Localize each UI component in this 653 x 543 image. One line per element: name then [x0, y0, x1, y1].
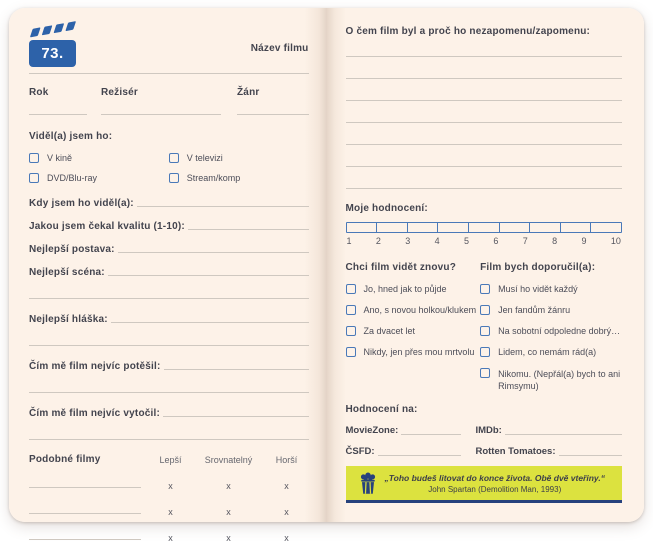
checkbox[interactable]	[29, 173, 39, 183]
seen-options	[29, 153, 309, 183]
column-comparable: Srovnatelný	[204, 455, 253, 465]
similar-film-line[interactable]	[29, 487, 141, 488]
watch-again-column	[346, 262, 477, 392]
checkbox[interactable]	[346, 284, 356, 294]
checkbox-label: Ano, s novou holkou/klukem	[363, 305, 477, 315]
rating-segment[interactable]	[408, 223, 439, 232]
mark-x[interactable]: x	[284, 533, 289, 543]
about-line[interactable]	[346, 166, 623, 167]
rating-segment[interactable]	[438, 223, 469, 232]
csfd-line[interactable]	[378, 455, 462, 456]
mark-x[interactable]: x	[168, 481, 173, 491]
site-row	[346, 446, 623, 457]
annoyed-line[interactable]	[163, 416, 309, 417]
year-label: Rok	[29, 87, 49, 98]
column-better: Lepší	[159, 455, 182, 465]
checkbox-option-cinema[interactable]	[29, 153, 169, 163]
genre-label: Žánr	[237, 87, 260, 98]
ratings-on-label: Hodnocení na:	[345, 404, 418, 416]
popcorn-icon	[358, 471, 378, 495]
rating-tick: 4	[434, 236, 440, 246]
when-line[interactable]	[137, 206, 309, 207]
moviezone-field	[346, 425, 476, 436]
about-line[interactable]	[346, 78, 623, 79]
rating-tick: 10	[610, 236, 621, 246]
checkbox-label: Na sobotní odpoledne dobrý…	[498, 326, 621, 336]
checkbox[interactable]	[480, 326, 490, 336]
clapperboard-icon	[29, 29, 81, 67]
annoyed-line-2[interactable]	[29, 439, 309, 440]
expected-quality-line[interactable]	[188, 229, 309, 230]
film-title-label: Název filmu	[250, 42, 309, 54]
annoyed-label: Čím mě film nejvíc vytočil:	[29, 408, 160, 419]
similar-film-row	[29, 533, 309, 543]
about-line[interactable]	[346, 144, 623, 145]
checkbox-option-asap[interactable]	[346, 284, 477, 294]
clapper-stripe	[54, 23, 65, 33]
best-quote-label: Nejlepší hláška:	[29, 314, 108, 325]
checkbox-option-tv[interactable]	[169, 153, 309, 163]
rating-segment[interactable]	[500, 223, 531, 232]
similar-film-row	[29, 481, 309, 491]
checkbox-option-stream[interactable]	[169, 173, 309, 183]
when-label: Kdy jsem ho viděl(a):	[29, 198, 134, 209]
rating-tick: 3	[405, 236, 411, 246]
rating-tick: 7	[522, 236, 528, 246]
moviezone-label: MovieZone:	[345, 425, 399, 437]
rating-tick: 1	[346, 236, 352, 246]
checkbox-option-genre-fans[interactable]	[480, 305, 622, 315]
rating-segment[interactable]	[530, 223, 561, 232]
recommend-column	[476, 262, 622, 392]
similar-film-row	[29, 507, 309, 517]
about-line[interactable]	[346, 122, 623, 123]
pleased-line[interactable]	[164, 369, 309, 370]
genre-line[interactable]	[237, 114, 309, 115]
rotten-tomatoes-field	[475, 446, 622, 457]
mark-x[interactable]: x	[226, 481, 231, 491]
checkbox-label: V kině	[47, 153, 73, 163]
rating-segment[interactable]	[347, 223, 378, 232]
expected-quality-row	[29, 221, 309, 232]
best-scene-line-2[interactable]	[29, 298, 309, 299]
opinion-columns	[346, 262, 623, 392]
checkbox[interactable]	[480, 347, 490, 357]
meta-row	[29, 87, 309, 115]
checkbox-option-dvd[interactable]	[29, 173, 169, 183]
clapper-stripe	[42, 25, 53, 35]
film-diary-spread	[9, 8, 644, 543]
checkbox-label: DVD/Blu-ray	[47, 173, 98, 183]
checkbox[interactable]	[346, 347, 356, 357]
when-row	[29, 198, 309, 209]
imdb-label: IMDb:	[475, 425, 502, 437]
director-line[interactable]	[101, 114, 221, 115]
checkbox[interactable]	[169, 153, 179, 163]
checkbox[interactable]	[346, 326, 356, 336]
pleased-row	[29, 361, 309, 372]
best-quote-row	[29, 314, 309, 325]
checkbox[interactable]	[480, 284, 490, 294]
rating-segment[interactable]	[591, 223, 621, 232]
watch-again-label: Chci film vidět znovu?	[345, 262, 457, 273]
rating-tick: 9	[581, 236, 587, 246]
best-scene-row	[29, 267, 309, 278]
mark-x[interactable]: x	[168, 507, 173, 517]
clapper-stripe	[30, 27, 41, 37]
column-worse: Horší	[275, 455, 298, 465]
checkbox-label: Stream/komp	[186, 173, 241, 183]
checkbox[interactable]	[169, 173, 179, 183]
recommend-label: Film bych doporučil(a):	[480, 262, 596, 273]
best-character-label: Nejlepší postava:	[29, 244, 115, 255]
quote-text-block	[378, 473, 613, 494]
rating-segment[interactable]	[561, 223, 592, 232]
similar-films-header	[29, 454, 309, 465]
site-row	[346, 425, 623, 436]
imdb-line[interactable]	[505, 434, 622, 435]
about-line[interactable]	[346, 188, 623, 189]
rating-segment[interactable]	[469, 223, 500, 232]
best-quote-line-2[interactable]	[29, 345, 309, 346]
right-page	[327, 8, 645, 522]
rating-tick: 5	[464, 236, 470, 246]
similar-film-line[interactable]	[29, 539, 141, 540]
imdb-field	[475, 425, 622, 436]
rating-tick: 6	[493, 236, 499, 246]
checkbox[interactable]	[480, 305, 490, 315]
expected-quality-label: Jakou jsem čekal kvalitu (1-10):	[29, 221, 185, 232]
seen-section-label: Viděl(a) jsem ho:	[29, 131, 113, 142]
rating-ticks	[346, 236, 623, 246]
moviezone-line[interactable]	[401, 434, 461, 435]
rotten-tomatoes-label: Rotten Tomatoes:	[475, 446, 556, 458]
rating-tick: 8	[552, 236, 558, 246]
entry-number-badge	[29, 40, 76, 67]
mark-x[interactable]: x	[226, 533, 231, 543]
quote-attribution: John Spartan (Demolition Man, 1993)	[428, 484, 562, 494]
similar-film-line[interactable]	[29, 513, 141, 514]
rating-scale[interactable]	[346, 222, 623, 233]
best-quote-line[interactable]	[111, 322, 309, 323]
best-scene-label: Nejlepší scéna:	[29, 267, 105, 278]
checkbox-option-never[interactable]	[346, 347, 477, 357]
left-page-header	[29, 26, 309, 70]
clapper-stripes	[31, 21, 81, 37]
checkbox-label: Musí ho vidět každý	[498, 284, 578, 294]
pleased-line-2[interactable]	[29, 392, 309, 393]
mark-x[interactable]: x	[284, 507, 289, 517]
checkbox-label: Nikomu. (Nepřál(a) bych to ani Rimsymu)	[498, 369, 621, 392]
mark-x[interactable]: x	[284, 481, 289, 491]
csfd-field	[346, 446, 476, 457]
film-title-line[interactable]	[29, 73, 309, 74]
about-label: O čem film byl a proč ho nezapomenu/zapomenu:	[345, 26, 591, 37]
checkbox[interactable]	[480, 368, 490, 378]
checkbox-option-nobody[interactable]	[480, 368, 622, 392]
checkbox-option-disliked-people[interactable]	[480, 347, 622, 357]
quote-text: „Toho budeš litovat do konce života. Obě dvě vteřiny.“	[384, 472, 605, 483]
entry-number: 73.	[41, 45, 64, 62]
quote-box	[346, 466, 623, 503]
clapper-stripe	[65, 21, 76, 31]
checkbox[interactable]	[29, 153, 39, 163]
checkbox-label: Jen fandům žánru	[498, 305, 571, 315]
checkbox-option-new-partner[interactable]	[346, 305, 477, 315]
annoyed-row	[29, 408, 309, 419]
director-label: Režisér	[101, 87, 138, 98]
rating-segment[interactable]	[377, 223, 408, 232]
best-character-line[interactable]	[118, 252, 309, 253]
year-line[interactable]	[29, 114, 87, 115]
checkbox-option-everyone[interactable]	[480, 284, 622, 294]
similar-films-label: Podobné filmy	[29, 454, 101, 465]
checkbox-label: Nikdy, jen přes mou mrtvolu	[363, 347, 475, 357]
checkbox-label: Lidem, co nemám rád(a)	[498, 347, 597, 357]
left-page	[9, 8, 327, 543]
best-scene-line[interactable]	[108, 275, 309, 276]
checkbox[interactable]	[346, 305, 356, 315]
mark-x[interactable]: x	[168, 533, 173, 543]
rotten-tomatoes-line[interactable]	[559, 455, 623, 456]
checkbox-option-twenty-years[interactable]	[346, 326, 477, 336]
best-character-row	[29, 244, 309, 255]
about-line[interactable]	[346, 56, 623, 57]
pleased-label: Čím mě film nejvíc potěšil:	[29, 361, 161, 372]
csfd-label: ČSFD:	[345, 446, 375, 458]
rating-tick: 2	[375, 236, 381, 246]
checkbox-label: Za dvacet let	[363, 326, 416, 336]
about-line[interactable]	[346, 100, 623, 101]
rating-label: Moje hodnocení:	[345, 203, 428, 214]
checkbox-option-saturday[interactable]	[480, 326, 622, 336]
mark-x[interactable]: x	[226, 507, 231, 517]
checkbox-label: Jo, hned jak to půjde	[363, 284, 447, 294]
checkbox-label: V televizi	[186, 153, 223, 163]
